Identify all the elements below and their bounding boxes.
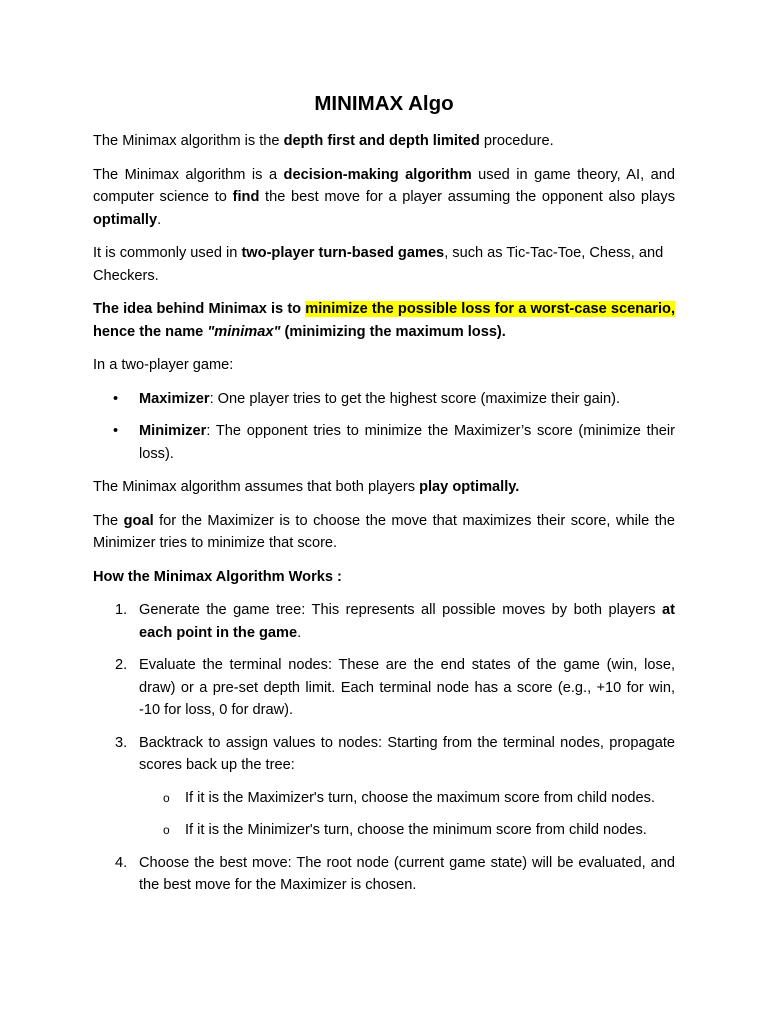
- bold-text: Minimizer: [139, 423, 207, 439]
- text: hence the name: [93, 323, 208, 340]
- paragraph-usage: [93, 242, 675, 287]
- text: The Minimax algorithm is the: [93, 133, 284, 149]
- bold-text: goal: [123, 512, 154, 529]
- paragraph-two-player: In a two-player game:: [93, 357, 234, 373]
- text: (minimizing the maximum loss).: [280, 323, 506, 340]
- paragraph-idea: [93, 298, 675, 343]
- list-item: [93, 852, 675, 897]
- bold-text: depth first and depth limited: [283, 133, 480, 149]
- bold-text: optimally: [93, 211, 158, 228]
- text: , such as Tic-Tac-Toe, Chess, and Checkers.: [93, 245, 664, 284]
- bold-text: play optimally.: [419, 479, 520, 495]
- text: the best move for a player assuming the opponent also plays: [259, 189, 676, 205]
- bullet-icon: •: [113, 390, 119, 407]
- bold-text: find: [232, 189, 260, 205]
- bold-text: two-player turn-based games: [241, 245, 445, 261]
- list-item: [93, 732, 675, 842]
- section-heading: How the Minimax Algorithm Works :: [93, 568, 342, 585]
- list-item: [93, 420, 675, 465]
- paragraph-decision-making: [93, 164, 675, 232]
- text: Evaluate the terminal nodes: These are the end states of the game (win, lose, draw) or a pre-set depth limit. Each terminal node has a score (e.g., +10 for win, -10 for loss, 0 for draw).: [139, 657, 675, 718]
- text: .: [157, 211, 162, 228]
- bold-text: Maximizer: [139, 390, 210, 407]
- text: .: [297, 624, 302, 641]
- bold-text: decision-making algorithm: [283, 166, 472, 183]
- text: Generate the game tree: This represents all possible moves by both players: [139, 602, 663, 618]
- circle-bullet-icon: o: [163, 790, 170, 805]
- bullet-icon: •: [113, 423, 119, 439]
- list-item: [93, 654, 675, 722]
- text: : One player tries to get the highest score (maximize their gain).: [209, 390, 621, 407]
- list-number: 2.: [115, 657, 128, 673]
- document-content: [93, 90, 675, 907]
- paragraph-goal: [93, 510, 675, 555]
- text: The idea behind Minimax is to: [93, 301, 306, 317]
- bold-text: at each point in the game: [139, 602, 675, 641]
- list-item: [93, 388, 675, 411]
- text: If it is the Maximizer's turn, choose the maximum score from child nodes.: [185, 789, 655, 806]
- text: The Minimax algorithm assumes that both players: [93, 479, 420, 495]
- text: If it is the Minimizer's turn, choose the minimum score from child nodes.: [185, 822, 647, 838]
- list-number: 4.: [115, 854, 128, 871]
- text: for the Maximizer is to choose the move that maximizes their score, while the Minimizer tries to minimize that score.: [93, 512, 675, 551]
- text: The Minimax algorithm is a: [93, 166, 284, 183]
- text: procedure.: [479, 133, 554, 149]
- text: Backtrack to assign values to nodes: Starting from the terminal nodes, propagate scores back up the tree:: [139, 734, 675, 773]
- highlighted-text: minimize the possible loss for a worst-case scenario,: [305, 301, 676, 317]
- paragraph-definition: [93, 130, 675, 153]
- paragraph-assumption: [93, 476, 675, 499]
- list-item: [93, 599, 675, 644]
- steps-list: [93, 599, 675, 897]
- player-roles-list: [93, 388, 675, 466]
- text: : The opponent tries to minimize the Maximizer’s score (minimize their loss).: [139, 423, 675, 462]
- sub-list-item: [139, 787, 675, 810]
- circle-bullet-icon: o: [163, 823, 170, 837]
- text: The: [93, 512, 124, 529]
- list-number: 1.: [115, 602, 128, 618]
- text: Choose the best move: The root node (current game state) will be evaluated, and the best move for the Maximizer is chosen.: [139, 854, 675, 893]
- sub-list-item: [139, 819, 675, 842]
- italic-text: "minimax": [207, 323, 281, 340]
- list-number: 3.: [115, 734, 128, 751]
- text: used in game theory, AI, and computer science to: [93, 166, 675, 205]
- sub-list: [139, 787, 675, 842]
- text: It is commonly used in: [93, 245, 242, 261]
- page-title: MINIMAX Algo: [314, 92, 454, 115]
